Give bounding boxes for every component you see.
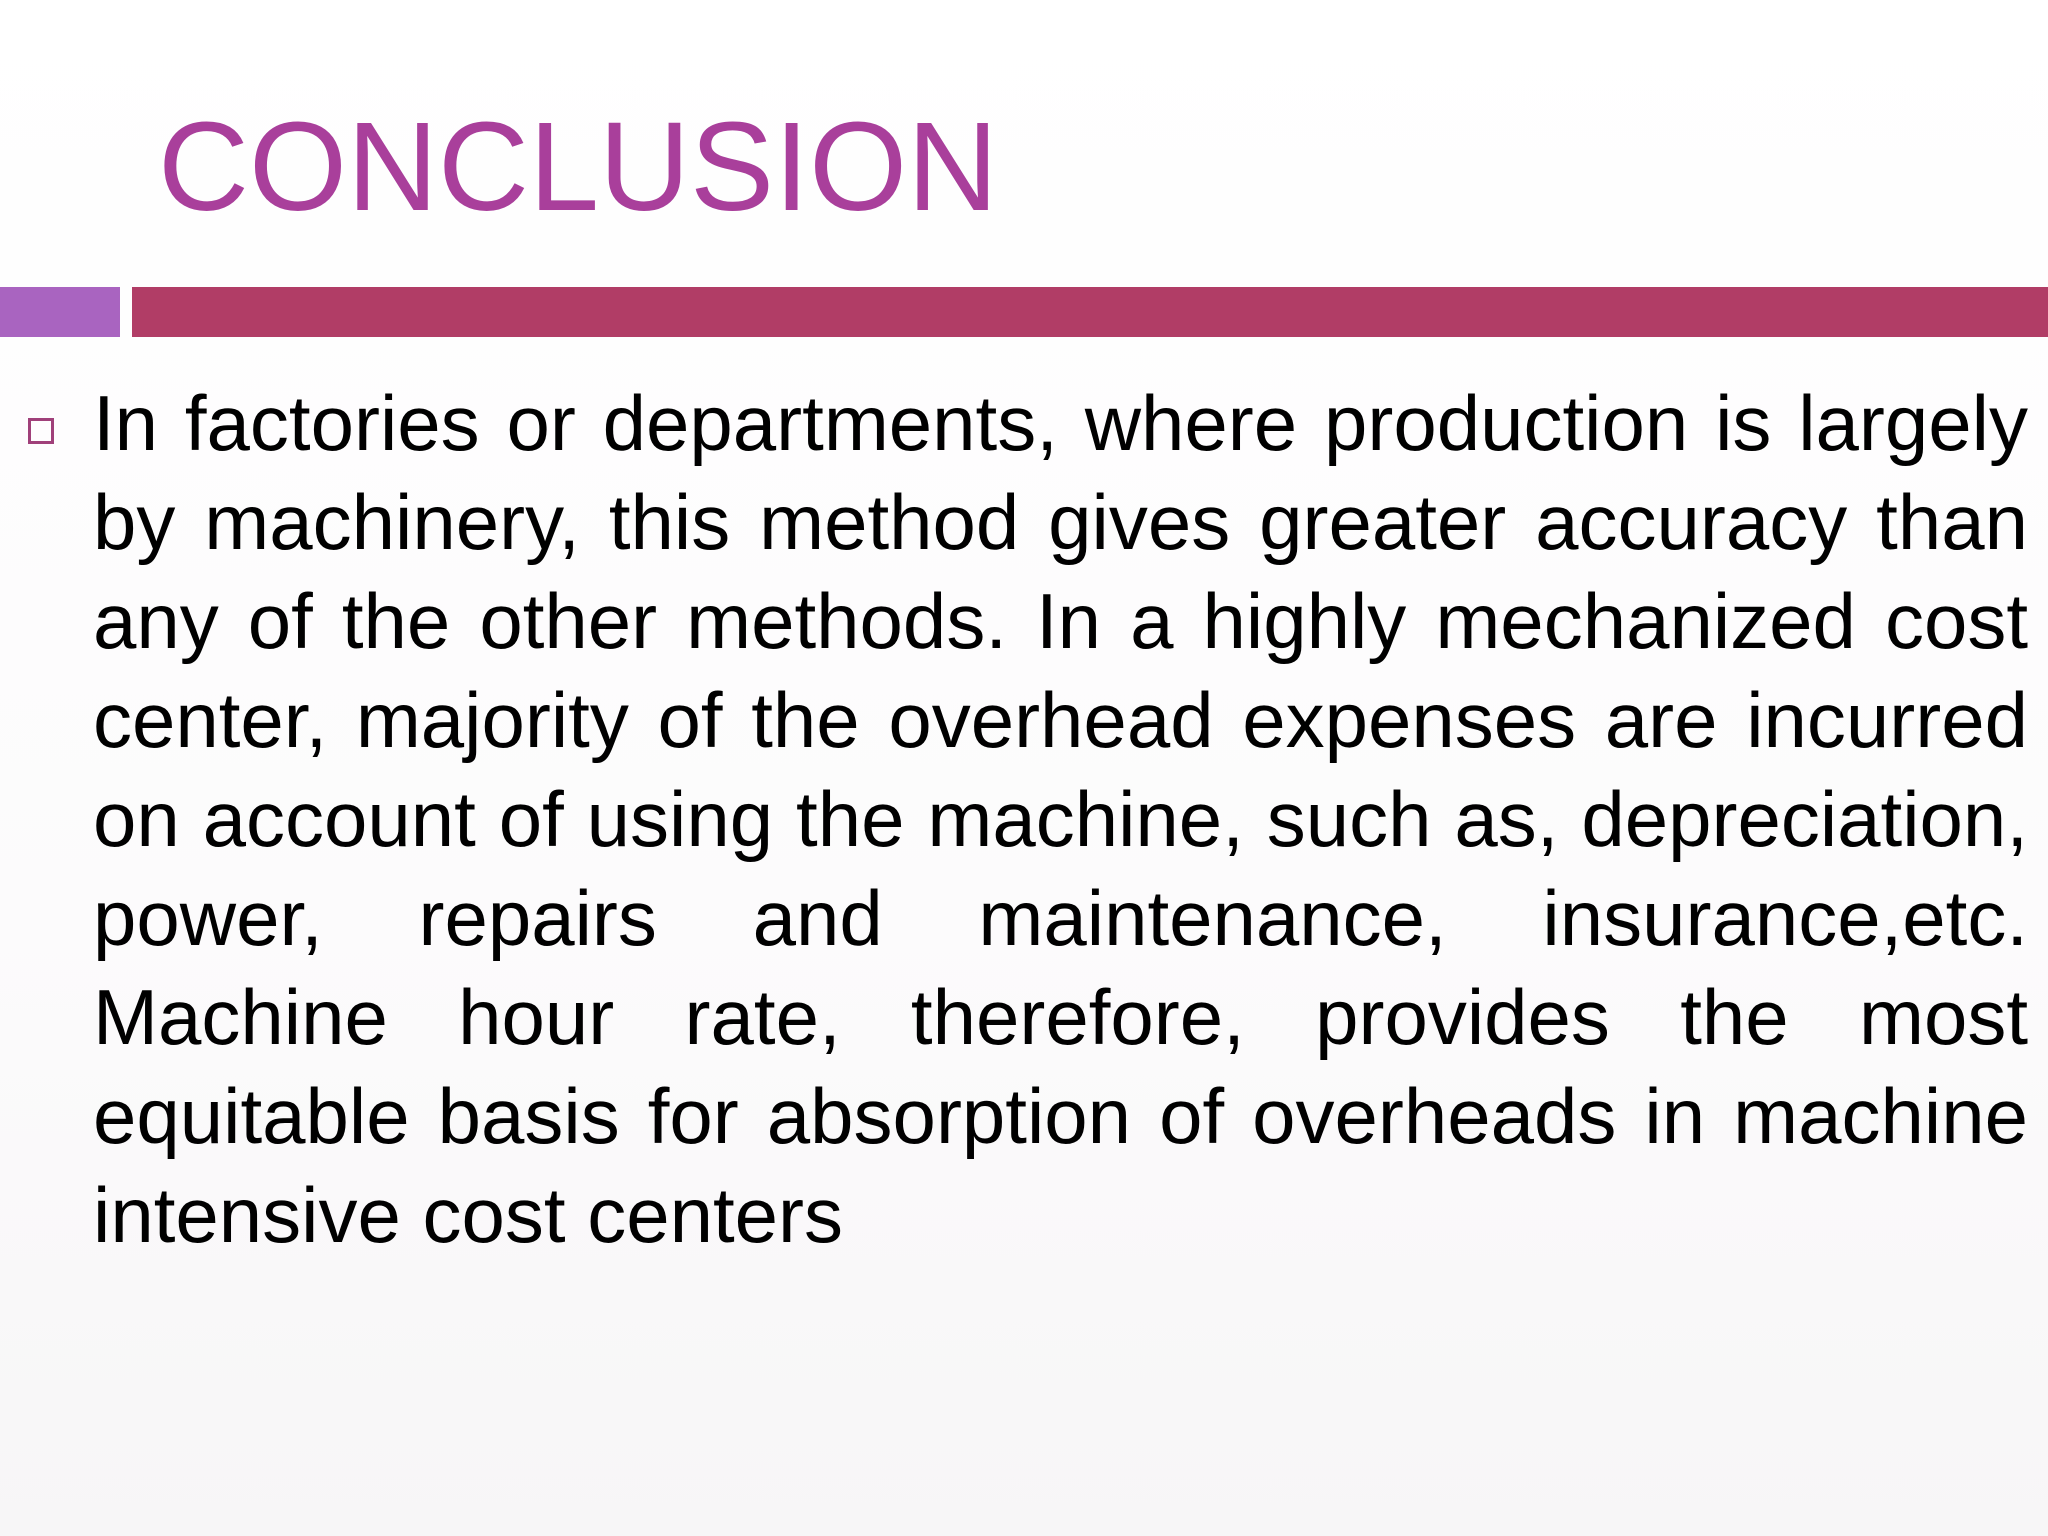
- bullet-paragraph: In factories or departments, where production is largely by machinery, this method gives greater accuracy than any of the other methods. In a highly mechanized cost center, majority of the overhead expenses are incurred on account of using the machine, such as, depreciation, power, repairs and maintenance, insurance,etc. Machine hour rate, therefore, provides the most equitable basis for absorption of overheads in machine intensive cost centers: [93, 379, 2028, 1259]
- slide-title: CONCLUSION: [158, 96, 999, 237]
- hollow-square-bullet-icon: [28, 418, 54, 444]
- title-accent-bar: [0, 287, 120, 337]
- title-divider-bar: [132, 287, 2048, 337]
